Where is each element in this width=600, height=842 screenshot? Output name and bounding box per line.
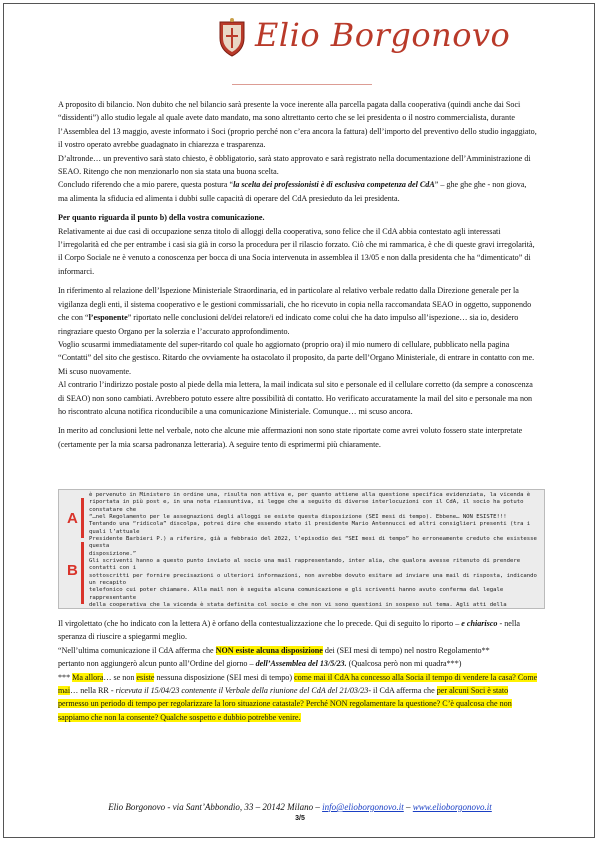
paragraph-contacts: Al contrario l’indirizzo postale posto al piede della mia lettera, la mail indicata sul sito e personale ed il cellulare corretto (da sempre a conoscenza di SEAO) non sono cambiati. Avrebbero potuto essere altre possibilità di contatto. Ho verificato accuratamente la mail del sito e personale ma non ho riscontrato alcuna notifica riconducibile a una comunicazione Ministeriale. Comunque… mi scuso ancora. [58,380,533,416]
section-heading: Per quanto riguarda il punto b) della vostra comunicazione. [58,213,265,223]
scan-line: “…nel Regolamento per le assegnazioni degli alloggi se esiste questa disposizione (SEI mesi di tempo). Ebbene… NON ESISTE!!! [89,514,507,521]
highlight-no-provision: NON esiste alcuna disposizione [215,645,323,655]
shield-crest-icon [218,18,246,58]
page-number: 3/5 [295,815,305,822]
marker-bar-a [81,498,84,538]
scanned-excerpt [58,489,545,609]
scan-line: è pervenuto in Ministero in ordine una, risulta non attiva e, per quanto attiene alla questione specifica evidenziata, la vicenda è [89,492,531,498]
scan-line: Tentando una “ridicola” discolpa, potrei dire che essendo stato il presidente Mario Antennucci ed altri consiglieri presenti (tra i quali l’attuale [89,521,531,535]
esponente-term: l’esponente [88,313,128,323]
brand-name: Elio Borgonovo [255,16,511,54]
scan-line: telefonico cui poter chiamare. Alla mail non è seguita alcuna comunicazione e gli scriventi hanno avuto conferma dal legale rappresentante [89,587,504,601]
paragraph-estimate: D’altronde… un preventivo sarà stato chiesto, è obbligatorio, sarà stato approvato e sarà registrato nella documentazione dell’Amministrazione di SEAO. Ritengo che non menzionarlo non sia stata una buona scelta. [58,153,531,177]
scan-line: disposizione.” [89,550,137,557]
letter-body [58,98,538,451]
scan-line: sottoscritti per fornire precisazioni o ulteriori informazioni, non avrebbe dovuto esitare ad inviare una mail di risposta, indicando un recapito [89,572,537,587]
paragraph-conclusions-read: In merito ad conclusioni lette nel verbale, noto che alcune mie affermazioni non sono state riportate come avrei voluto fossero state interpretate (certamente per la mia scarsa padronanza letteraria). A seguire tento di esprimermi più chiaramente. [58,426,523,449]
after-scan-body [58,617,538,724]
marker-label-b: B [67,562,78,579]
paragraph-quote-context: Il virgolettato (che ho indicato con la lettera A) è orfano della contestualizzazione che lo precede. Qui di seguito lo riporto – e chiarisco - nella speranza di riuscire a spiegarmi meglio. [58,619,520,642]
scan-line: riportata in più post e, in una nota riassuntiva, si legge che a seguito di diverse interlocuzioni con il CdA, il socio ha potuto constatare che [89,499,524,513]
paragraph-apology: Voglio scusarmi immediatamente del super-ritardo col quale ho aggiornato (proprio ora) il mio numero di cellulare, pubblicato nella pagina “Contatti” del sito che gestisco. Ritardo che ovviamente ha ostacolato il proposito, da parte dell’Organo Ministeriale, di entrare in contatto con me. Mi scuso nuovamente. [58,339,535,376]
paragraph-questions: *** Ma allora… se non esiste nessuna disposizione (SEI mesi di tempo) come mai il CdA ha concesso alla Socia il tempo di vendere la casa? Come mai… nella RR - ricevuta il 15/04/23 contenente il Verbale della riunione del CdA del 21/03/23- il CdA afferma che per alcuni Soci è stato permesso un periodo di tempo per regolarizzare la loro situazione catastale? Perché NON regolamentare la questione? C’è qualcosa che non sappiamo che non la consente? Qualche sospetto e dubbio potrebbe venire. [58,672,538,722]
paragraph-conclusion: Concludo riferendo che a mio parere, questa postura “la scelta dei professionisti è di esclusiva competenza del CdA” – ghe ghe ghe - non giova, ma alimenta la sfiducia ed alimenta i dubbi sulle capacità di operare del CdA presieduto da lei presidenta. [58,180,527,203]
footer-address: Elio Borgonovo - via Sant’Abbondio, 33 – 20142 Milano – info@elioborgonovo.it – www.elioborgonovo.it [108,802,492,812]
footer-email-link[interactable]: info@elioborgonovo.it [322,802,404,812]
paragraph-quote-line2: pertanto non aggiungerò alcun punto all’Ordine del giorno – dell’Assemblea del 13/5/23. (Qualcosa però non mi quadra***) [58,659,462,669]
scan-line: della cooperativa che la vicenda è stata definita col socio e che non vi sono questioni in sospeso sul tema. Agli atti della [89,602,507,609]
marker-label-a: A [67,510,78,527]
brand-divider [232,84,372,85]
paragraph-budget: A proposito di bilancio. Non dubito che nel bilancio sarà presente la voce inerente alla parcella pagata dalla cooperativa (quindi anche dai Soci “dissidenti”) allo studio legale al quale avete dato mandato, ma sono altrettanto certo che se lei presidenta o il nostro commercialista, durante l’Assemblea del 13 maggio, aveste informato i Soci (proprio perché non c’era ancora la fattura) dell’importo del preventivo dello studio ingaggiato, il vostro operato avrebbe guadagnato in chiarezza e trasparenza. [58,100,537,150]
paragraph-quote-line1: “Nell’ultima comunicazione il CdA afferma che NON esiste alcuna disposizione dei (SEI mesi di tempo) nel nostro Regolamento** [58,645,490,655]
scan-text [89,492,541,609]
quoted-stance: la scelta dei professionisti è di esclusiva competenza del CdA [233,180,435,190]
scan-line: Presidente Barbieri P.) a riferire, già a febbraio del 2022, l’episodio dei “SEI mesi di tempo” ho erroneamente creduto che esistesse questa [89,536,537,550]
paragraph-occupation: Relativamente ai due casi di occupazione senza titolo di alloggi della cooperativa, sono felice che il CdA abbia contestato agli interessati l’irregolarità ed che per entrambe i casi sia già in corso la procedura per il rilascio forzato. Ciò che mi rammarica, è che di queste gravi irregolarità, il Corpo Sociale ne è venuto a conoscenza per bocca di una Socia intervenuta in assemblea il 13/05 e non dalla presidenta che ha “dimenticato” di informarci. [58,226,535,276]
footer-site-link[interactable]: www.elioborgonovo.it [412,802,492,812]
scan-line: Gli scriventi hanno a questo punto inviato al socio una mail rappresentando, inter alia, che qualora avesse ritenuto di prendere contatti con i [89,558,521,572]
marker-bar-b [81,542,84,604]
paragraph-inspection: In riferimento al relazione dell’Ispezione Ministeriale Straordinaria, ed in particolare al relativo verbale redatto dalla Direzione generale per la vigilanza degli enti, il sistema cooperativo e le gestioni commissariali, che ho ricevuto in copia nella raccomandata SEAO in oggetto, supponendo che con “l’esponente” riportato nelle conclusioni del/dei relatore/i ed indicato come colui che ha dato impulso all’ispezione… sia io, desidero ringraziare questo Organo per la solerzia e l’accurato approfondimento. [58,286,532,336]
